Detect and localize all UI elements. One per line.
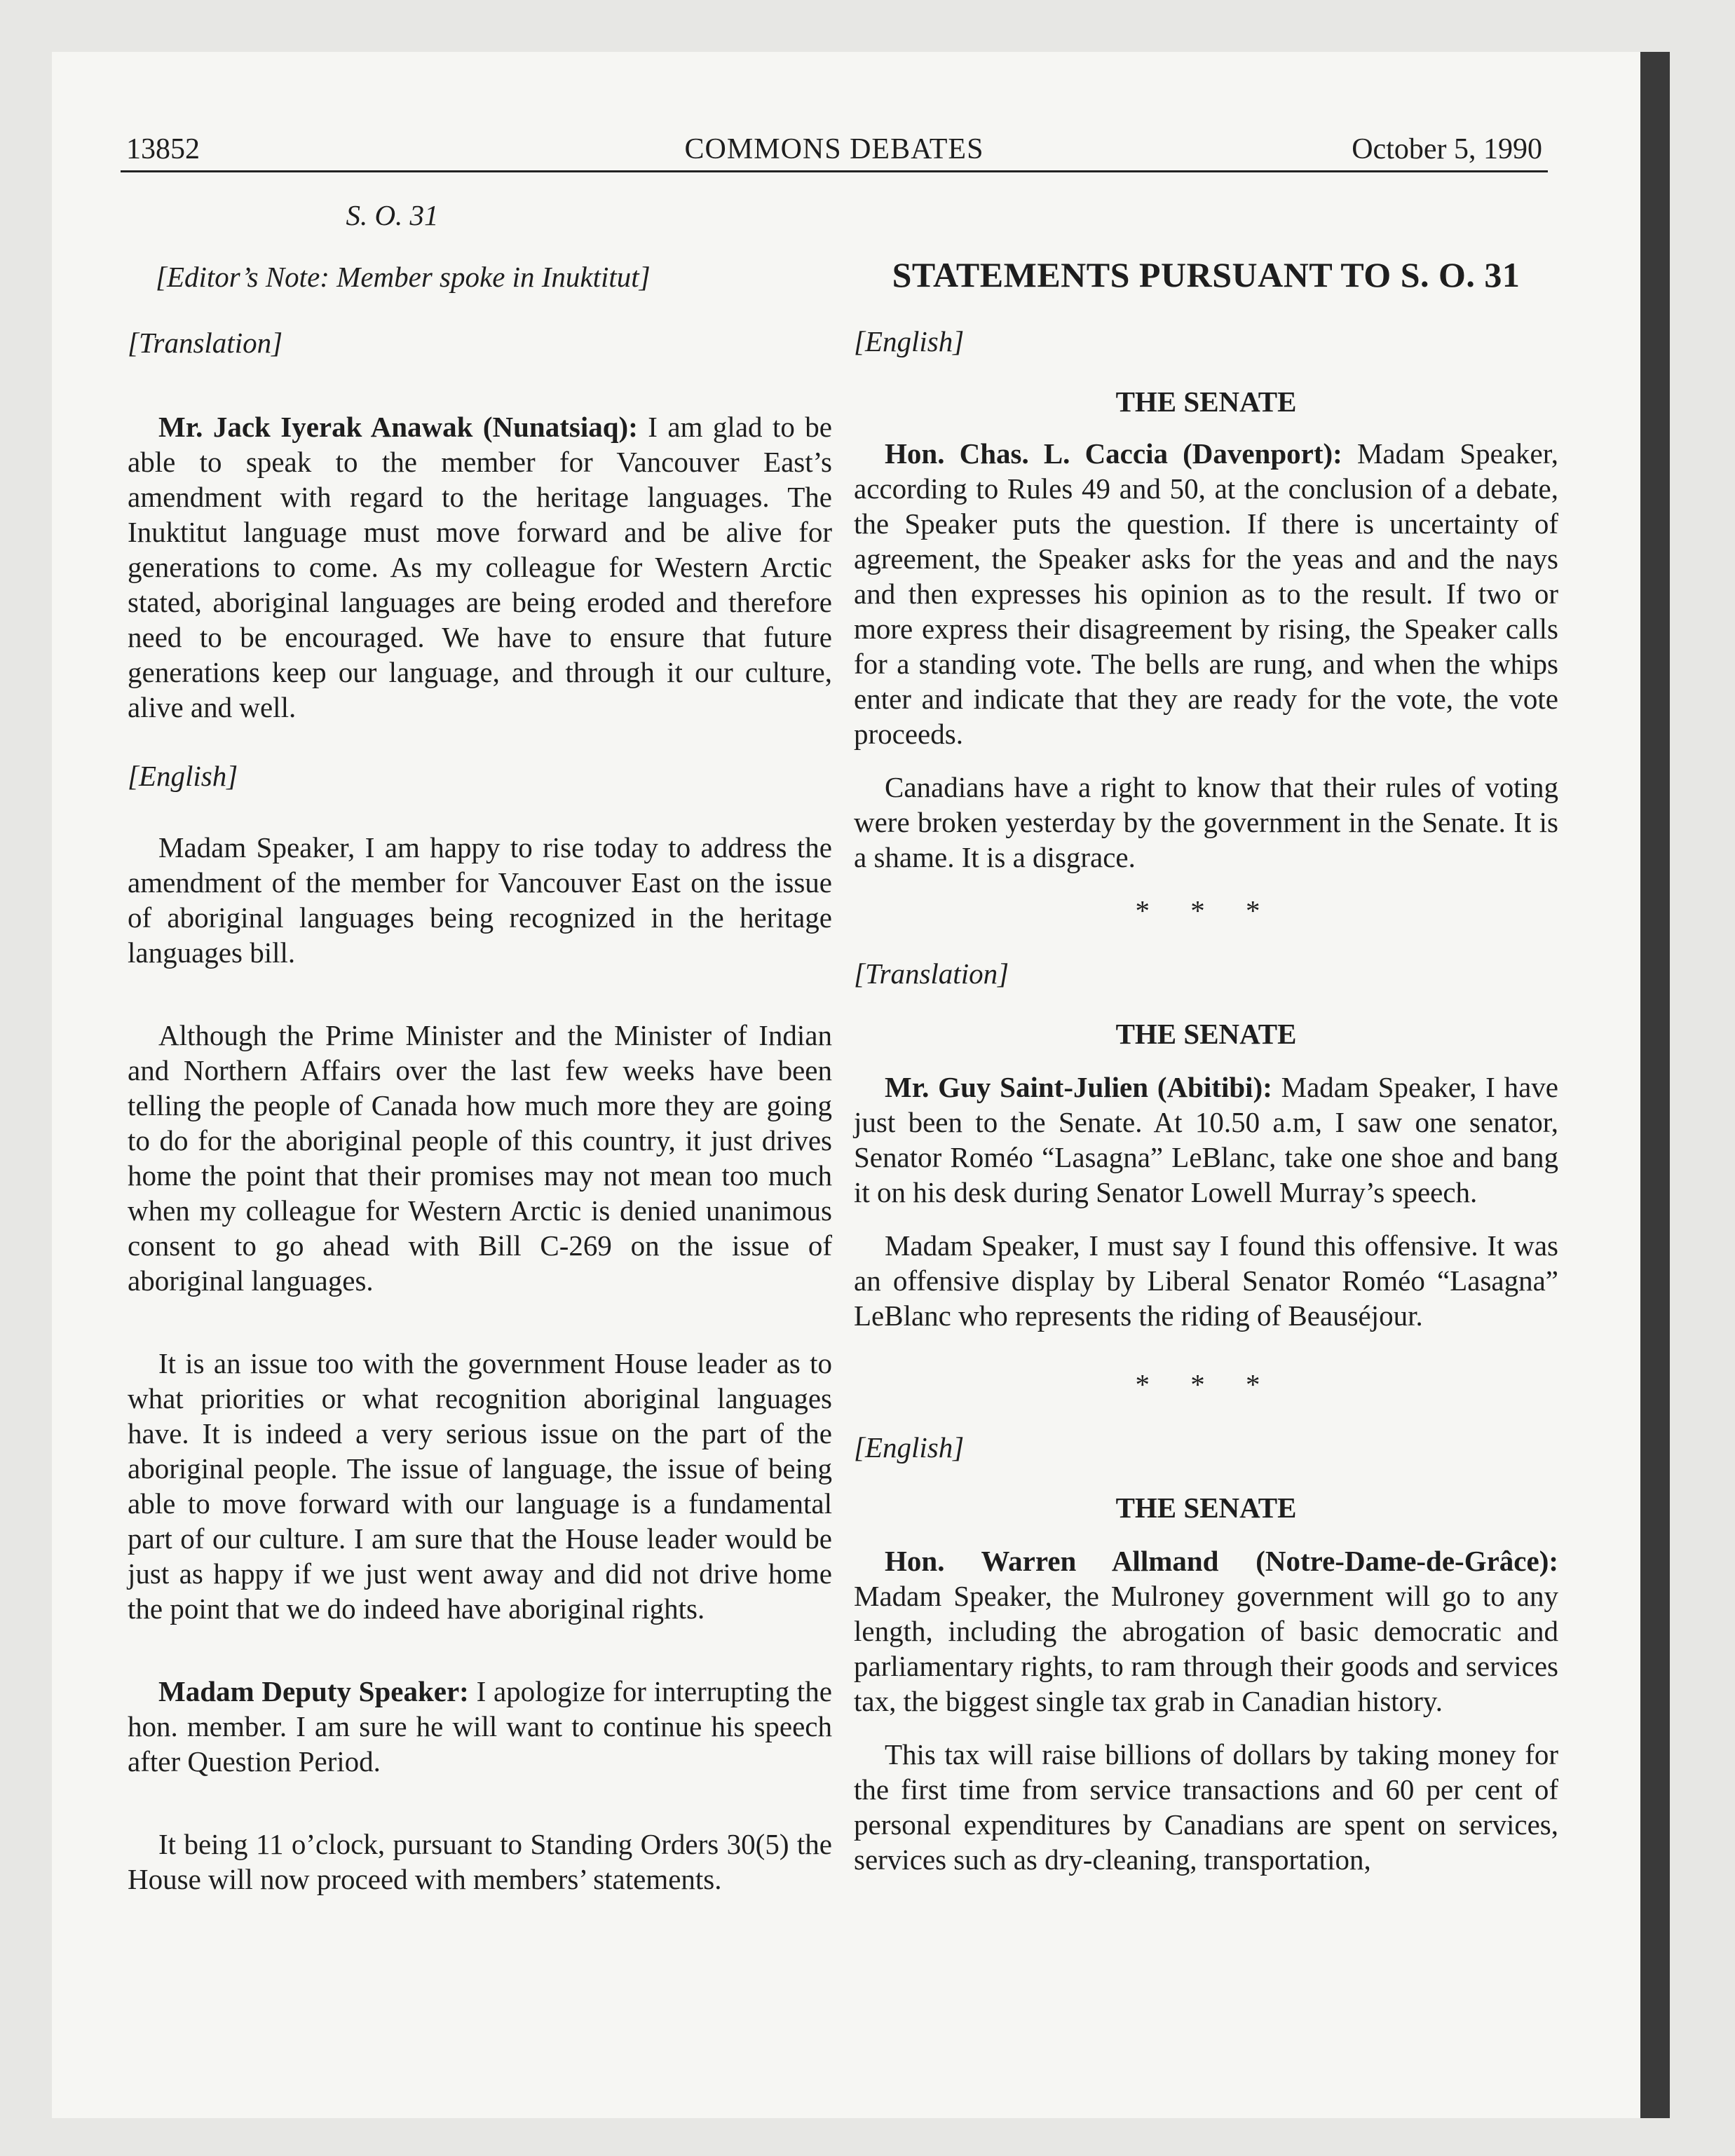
paragraph-saint-julien	[854, 1070, 1558, 1210]
paragraph-6: It being 11 o’clock, pursuant to Standing Orders 30(5) the House will now proceed with members’ statements.	[128, 1828, 832, 1895]
paragraph-r6: This tax will raise billions of dollars by taking money for the first time from service transactions and 60 per cent of personal expenditures by Canadians are spent on services, services such as dry-cleaning, transportation,	[854, 1738, 1558, 1876]
left-column	[128, 198, 832, 1897]
paragraph-4: It is an issue too with the government House leader as to what priorities or what recognition aboriginal languages have. It is indeed a very serious issue on the part of the aboriginal people. The issue of language, the issue of being able to move forward with our language is a fundamental part of our culture. I am sure that the House leader would be just as happy if we just went away and did not drive home the point that we do indeed have aboriginal rights.	[128, 1347, 832, 1625]
paragraph-caccia	[854, 436, 1558, 751]
paragraph-text: Madam Speaker, according to Rules 49 and 50, at the conclusion of a debate, the Speaker puts the question. If there is uncertainty of agreement, the Speaker asks for the yeas and and the nays and then expresses his opinion as to the result. If two or more express their disagreement by rising, the Speaker calls for a standing vote. The bells are rung, and when the whips enter and indicate that they are ready for the vote, the vote proceeds.	[854, 437, 1558, 750]
paragraph-text: I am glad to be able to speak to the member for Vancouver East’s amendment with regard to the heritage languages. The Inuktitut language must move forward and be alive for generations to come. As my colleague for Western Arctic stated, aboriginal languages are being eroded and therefore need to be encouraged. We have to ensure that future generations keep our language, and through it our culture, alive and well.	[128, 411, 833, 723]
senate-heading: THE SENATE	[1115, 1492, 1297, 1524]
paragraph-2: Madam Speaker, I am happy to rise today to address the amendment of the member for Vancouver East on the issue of aboriginal languages being recognized in the heritage languages bill.	[128, 831, 832, 969]
speaker-name: Hon. Warren Allmand (Notre-Dame-de-Grâce):	[885, 1545, 1558, 1577]
paragraph-r4: Madam Speaker, I must say I found this offensive. It was an offensive display by Liberal Senator Roméo “Lasagna” LeBlanc who represents the riding of Beauséjour.	[854, 1229, 1558, 1332]
paragraph-deputy-speaker	[128, 1674, 832, 1779]
english-tag: [English]	[854, 325, 965, 357]
paragraph-text: Madam Speaker, the Mulroney government will go to any length, including the abrogation of basic democratic and parliamentary rights, to ram through their goods and services tax, the biggest single tax grab in Canadian history.	[854, 1580, 1558, 1717]
senate-heading: THE SENATE	[1115, 386, 1297, 418]
so-label: S. O. 31	[346, 199, 439, 231]
english-tag: [English]	[128, 760, 238, 792]
paragraph-3: Although the Prime Minister and the Minister of Indian and Northern Affairs over the last few weeks have been telling the people of Canada how much more they are going to do for the aboriginal people of this country, it just drives home the point that their promises may not mean too much when my colleague for Western Arctic is denied unanimous consent to go ahead with Bill C-269 on the issue of aboriginal languages.	[128, 1019, 832, 1297]
translation-tag: [Translation]	[128, 327, 283, 359]
paragraph-allmand	[854, 1543, 1558, 1719]
editors-note: [Editor’s Note: Member spoke in Inuktitut]	[156, 261, 651, 293]
senate-heading: THE SENATE	[1115, 1018, 1297, 1050]
translation-tag: [Translation]	[854, 957, 1009, 990]
english-tag: [English]	[854, 1431, 965, 1464]
section-heading: STATEMENTS PURSUANT TO S. O. 31	[892, 255, 1520, 294]
paragraph-anawak	[128, 409, 832, 725]
section-separator: * * *	[1135, 1368, 1277, 1400]
header-rule	[121, 170, 1548, 172]
publication-date: October 5, 1990	[1352, 133, 1542, 165]
paragraph-r2: Canadians have a right to know that their rules of voting were broken yesterday by the government in the Senate. It is a shame. It is a disgrace.	[854, 771, 1558, 873]
speaker-name: Mr. Guy Saint-Julien (Abitibi):	[885, 1071, 1272, 1103]
paragraph-text: I apologize for interrupting the hon. member. I am sure he will want to continue his speech after Question Period.	[128, 1675, 832, 1778]
section-separator: * * *	[1135, 894, 1277, 927]
publication-title: COMMONS DEBATES	[684, 133, 984, 165]
page-header	[126, 130, 1542, 168]
right-column	[854, 198, 1558, 1877]
paragraph-text: Madam Speaker, I have just been to the Senate. At 10.50 a.m, I saw one senator, Senator Roméo “Lasagna” LeBlanc, take one shoe and bang it on his desk during Senator Lowell Murray’s speech.	[854, 1071, 1558, 1208]
speaker-name: Mr. Jack Iyerak Anawak (Nunatsiaq):	[158, 411, 638, 443]
page-number: 13852	[126, 133, 200, 165]
binding-edge	[1640, 52, 1670, 2118]
speaker-name: Hon. Chas. L. Caccia (Davenport):	[885, 437, 1342, 470]
speaker-name: Madam Deputy Speaker:	[158, 1675, 469, 1707]
